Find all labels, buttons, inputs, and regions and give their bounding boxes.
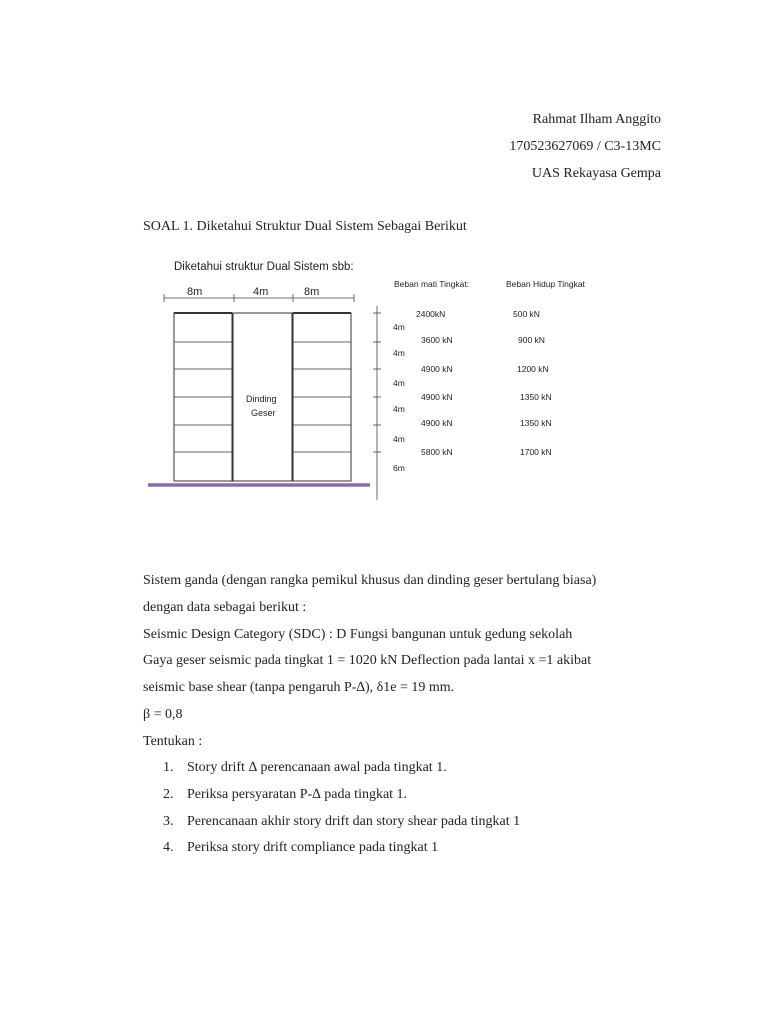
list-number: 2. — [163, 787, 174, 802]
body-line-3: Seismic Design Category (SDC) : D Fungsi bangunan untuk gedung sekolah — [143, 627, 573, 642]
bay-width-middle: 4m — [253, 286, 269, 298]
right-frame — [293, 313, 351, 481]
list-number: 3. — [163, 814, 174, 829]
question-title: SOAL 1. Diketahui Struktur Dual Sistem Sebagai Berikut — [143, 219, 467, 234]
list-text: Periksa persyaratan P-∆ pada tingkat 1. — [187, 787, 408, 802]
live-load-3: 1200 kN — [517, 364, 549, 374]
dead-load-5: 4900 kN — [421, 418, 453, 428]
story-height-4: 4m — [393, 404, 405, 414]
story-height-6: 6m — [393, 463, 405, 473]
story-height-1: 4m — [393, 322, 405, 332]
course-title: UAS Rekayasa Gempa — [531, 166, 661, 181]
figure-caption: Diketahui struktur Dual Sistem sbb: — [174, 261, 354, 273]
list-number: 4. — [163, 840, 174, 855]
list-item — [163, 814, 520, 830]
dead-load-1: 2400kN — [416, 309, 446, 319]
story-height-3: 4m — [393, 378, 405, 388]
story-height-axis — [373, 306, 381, 500]
live-load-6: 1700 kN — [520, 447, 552, 457]
list-item — [163, 840, 438, 856]
live-load-header: Beban Hidup Tingkat — [506, 279, 585, 289]
live-load-5: 1350 kN — [520, 418, 552, 428]
list-item — [163, 787, 407, 803]
body-line-5: seismic base shear (tanpa pengaruh P-∆), δ1e = 19 mm. — [143, 680, 455, 695]
live-load-4: 1350 kN — [520, 392, 552, 402]
dead-load-4: 4900 kN — [421, 392, 453, 402]
list-text: Perencanaan akhir story drift dan story shear pada tingkat 1 — [187, 814, 521, 829]
list-text: Periksa story drift compliance pada tingkat 1 — [187, 840, 439, 855]
body-line-7: Tentukan : — [143, 734, 203, 749]
dead-load-2: 3600 kN — [421, 335, 453, 345]
body-line-1: Sistem ganda (dengan rangka pemikul khusus dan dinding geser bertulang biasa) — [143, 573, 597, 588]
list-text: Story drift ∆ perencanaan awal pada tingkat 1. — [187, 760, 447, 775]
structure-figure — [140, 250, 600, 510]
live-load-2: 900 kN — [518, 335, 545, 345]
body-line-6: β = 0,8 — [143, 707, 183, 722]
dead-load-6: 5800 kN — [421, 447, 453, 457]
left-frame — [174, 313, 232, 481]
story-height-5: 4m — [393, 434, 405, 444]
author-name: Rahmat Ilham Anggito — [532, 112, 661, 127]
list-number: 1. — [163, 760, 174, 775]
story-height-2: 4m — [393, 348, 405, 358]
bay-width-left: 8m — [187, 286, 203, 298]
shear-wall-label-1: Dinding — [246, 394, 277, 404]
list-item — [163, 760, 447, 776]
bay-width-right: 8m — [304, 286, 320, 298]
shear-wall-label-2: Geser — [251, 408, 276, 418]
dead-load-header: Beban mati Tingkat: — [394, 279, 470, 289]
body-line-4: Gaya geser seismic pada tingkat 1 = 1020 kN Deflection pada lantai x =1 akibat — [143, 653, 592, 668]
student-id: 170523627069 / C3-13MC — [509, 139, 661, 154]
body-line-2: dengan data sebagai berikut : — [143, 600, 307, 615]
live-load-1: 500 kN — [513, 309, 540, 319]
dead-load-3: 4900 kN — [421, 364, 453, 374]
